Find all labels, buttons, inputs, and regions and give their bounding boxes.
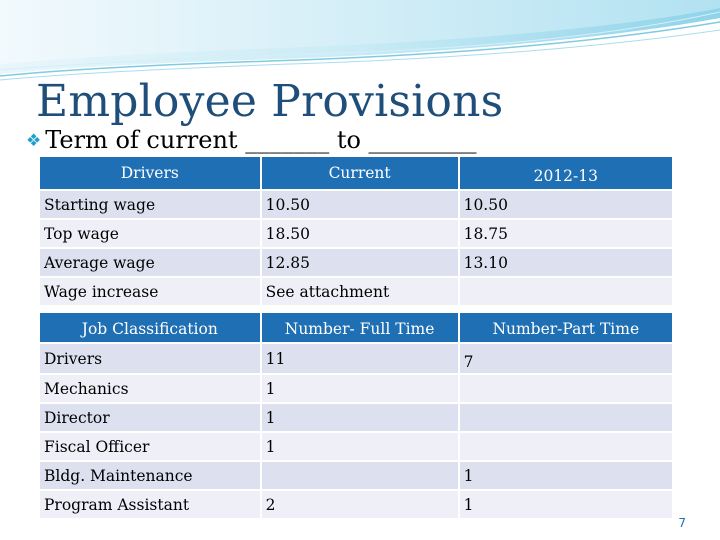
table-row [40,404,672,431]
bullet-icon: ❖ [26,131,42,151]
wage-table-header-row [40,157,672,189]
table-cell: 1 [460,491,672,518]
table-cell: 11 [262,344,458,373]
page-number: 7 [678,516,686,530]
table-cell [460,404,672,431]
table-cell: Wage increase [40,278,260,305]
table-cell: 1 [262,433,458,460]
subtitle-text: Term of current _______ to _________ [45,126,477,154]
wage-table [38,155,674,307]
table-row [40,220,672,247]
table-cell: Top wage [40,220,260,247]
table-cell: 1 [262,404,458,431]
table-row [40,249,672,276]
subtitle [26,126,477,154]
header-cell: Number-Part Time [460,313,672,342]
table-cell: 1 [262,375,458,402]
table-row [40,491,672,518]
header-cell: Number- Full Time [262,313,458,342]
job-classification-table [38,311,674,520]
table-cell: Starting wage [40,191,260,218]
table-cell: 1 [460,462,672,489]
table-cell: Director [40,404,260,431]
table-cell [460,433,672,460]
table-row [40,344,672,373]
table-cell [262,462,458,489]
table-cell [460,278,672,305]
header-cell: 2012-13 [460,157,672,189]
table-cell [460,375,672,402]
table-cell: Fiscal Officer [40,433,260,460]
table-cell: Program Assistant [40,491,260,518]
table-row [40,433,672,460]
table-cell: 18.75 [460,220,672,247]
table-cell: 12.85 [262,249,458,276]
table-row [40,278,672,305]
table-cell: See attachment [262,278,458,305]
classification-table-header-row [40,313,672,342]
table-cell: Average wage [40,249,260,276]
header-cell: Drivers [40,157,260,189]
header-cell: Job Classification [40,313,260,342]
table-cell: 13.10 [460,249,672,276]
table-cell: Mechanics [40,375,260,402]
page-title: Employee Provisions [36,76,504,127]
table-row [40,375,672,402]
table-cell: 18.50 [262,220,458,247]
table-cell: Bldg. Maintenance [40,462,260,489]
table-cell: 2 [262,491,458,518]
table-cell: 10.50 [262,191,458,218]
table-row [40,191,672,218]
table-cell: 7 [460,344,672,373]
table-cell: 10.50 [460,191,672,218]
table-row [40,462,672,489]
header-cell: Current [262,157,458,189]
table-cell: Drivers [40,344,260,373]
